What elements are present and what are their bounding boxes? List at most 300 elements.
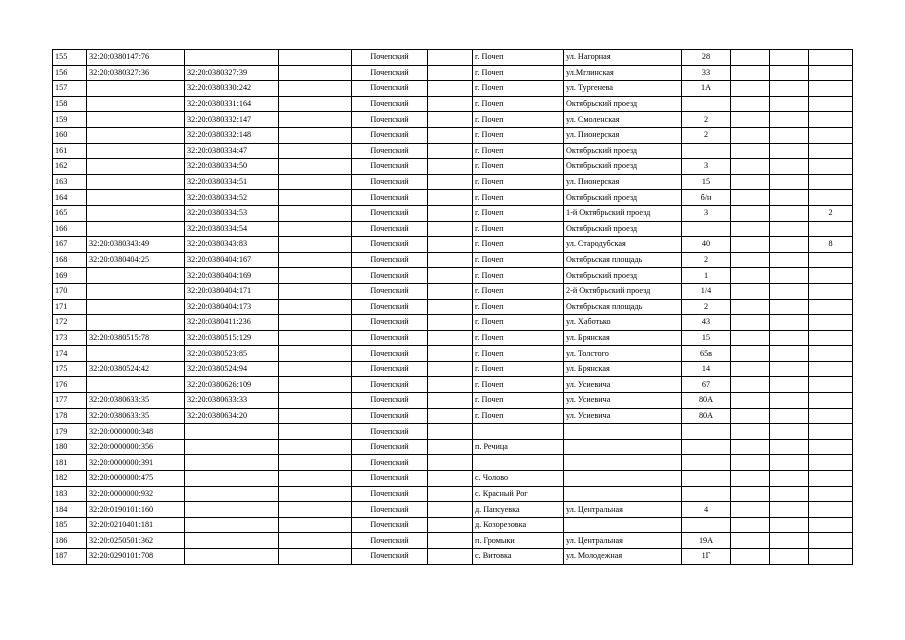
- cell-row-number: 169: [53, 268, 87, 284]
- table-row: [53, 96, 853, 112]
- cell-column-extra-2: [770, 190, 809, 206]
- cell-locality: г. Почеп: [473, 361, 564, 377]
- cell-locality: г. Почеп: [473, 81, 564, 97]
- cell-cadastral-number-new: 32:20:0380334:52: [185, 190, 279, 206]
- cell-district: Почепский: [352, 533, 428, 549]
- cell-street: ул. Брянская: [564, 361, 682, 377]
- cell-cadastral-number-old: 32:20:0000000:348: [87, 424, 185, 440]
- cell-column-empty: [279, 112, 352, 128]
- cell-district: Почепский: [352, 299, 428, 315]
- cell-cadastral-number-new: 32:20:0380332:148: [185, 127, 279, 143]
- cell-column-extra-3: [809, 502, 853, 518]
- cell-column-extra-3: 2: [809, 205, 853, 221]
- cell-district: Почепский: [352, 549, 428, 565]
- cell-column-extra-2: [770, 377, 809, 393]
- cell-district: Почепский: [352, 96, 428, 112]
- cell-cadastral-number-new: 32:20:0380633:33: [185, 393, 279, 409]
- cell-column-empty: [279, 408, 352, 424]
- cell-column-extra-2: [770, 268, 809, 284]
- cell-street: ул. Пионерская: [564, 127, 682, 143]
- cell-column-extra-2: [770, 96, 809, 112]
- cell-row-number: 155: [53, 50, 87, 66]
- cell-cadastral-number-new: 32:20:0380404:171: [185, 283, 279, 299]
- cell-column-empty-2: [428, 127, 473, 143]
- cell-district: Почепский: [352, 408, 428, 424]
- cell-row-number: 173: [53, 330, 87, 346]
- cell-column-empty: [279, 65, 352, 81]
- cell-column-extra-2: [770, 112, 809, 128]
- cell-column-empty: [279, 330, 352, 346]
- cell-locality: г. Почеп: [473, 237, 564, 253]
- cell-house-number: 1Г: [682, 549, 731, 565]
- cell-cadastral-number-old: [87, 283, 185, 299]
- cell-locality: г. Почеп: [473, 112, 564, 128]
- cell-house-number: [682, 455, 731, 471]
- table-row: [53, 252, 853, 268]
- cell-column-extra-2: [770, 549, 809, 565]
- cell-column-extra-3: [809, 268, 853, 284]
- cell-column-empty-2: [428, 143, 473, 159]
- cell-locality: г. Почеп: [473, 299, 564, 315]
- cell-column-empty: [279, 486, 352, 502]
- cell-column-extra-2: [770, 50, 809, 66]
- cell-street: ул. Усиевича: [564, 393, 682, 409]
- cell-district: Почепский: [352, 377, 428, 393]
- cell-house-number: 2: [682, 127, 731, 143]
- cell-cadastral-number-new: [185, 424, 279, 440]
- cell-column-empty-2: [428, 252, 473, 268]
- cell-column-empty: [279, 50, 352, 66]
- table-row: [53, 112, 853, 128]
- cell-district: Почепский: [352, 205, 428, 221]
- cell-column-empty: [279, 237, 352, 253]
- cell-column-extra-1: [731, 159, 770, 175]
- cell-locality: г. Почеп: [473, 252, 564, 268]
- cell-district: Почепский: [352, 486, 428, 502]
- table-row: [53, 330, 853, 346]
- table-row: [53, 81, 853, 97]
- cell-column-extra-2: [770, 81, 809, 97]
- cell-column-extra-3: [809, 283, 853, 299]
- cell-house-number: б/н: [682, 190, 731, 206]
- cell-street: ул. Брянская: [564, 330, 682, 346]
- cell-column-extra-3: [809, 112, 853, 128]
- cell-house-number: 2: [682, 112, 731, 128]
- cell-street: ул. Нагорная: [564, 50, 682, 66]
- cell-column-empty: [279, 517, 352, 533]
- cell-locality: г. Почеп: [473, 377, 564, 393]
- cell-cadastral-number-new: 32:20:0380404:169: [185, 268, 279, 284]
- cell-row-number: 170: [53, 283, 87, 299]
- cell-cadastral-number-new: 32:20:0380334:54: [185, 221, 279, 237]
- cell-locality: [473, 424, 564, 440]
- cell-column-extra-3: [809, 377, 853, 393]
- cell-column-extra-2: [770, 486, 809, 502]
- cell-cadastral-number-old: 32:20:0380633:35: [87, 393, 185, 409]
- cell-locality: п. Речица: [473, 439, 564, 455]
- cell-column-empty-2: [428, 159, 473, 175]
- cell-house-number: 15: [682, 330, 731, 346]
- cell-district: Почепский: [352, 127, 428, 143]
- cell-column-extra-1: [731, 533, 770, 549]
- cell-district: Почепский: [352, 517, 428, 533]
- cell-street: Октябрьский проезд: [564, 159, 682, 175]
- cell-row-number: 168: [53, 252, 87, 268]
- cell-cadastral-number-new: 32:20:0380334:51: [185, 174, 279, 190]
- cell-cadastral-number-new: 32:20:0380524:94: [185, 361, 279, 377]
- cell-column-extra-1: [731, 268, 770, 284]
- cell-column-extra-2: [770, 361, 809, 377]
- cell-cadastral-number-old: 32:20:0290101:708: [87, 549, 185, 565]
- cell-locality: г. Почеп: [473, 65, 564, 81]
- cell-column-extra-1: [731, 455, 770, 471]
- cell-house-number: 1А: [682, 81, 731, 97]
- cell-locality: г. Почеп: [473, 143, 564, 159]
- table-row: [53, 283, 853, 299]
- cell-column-extra-1: [731, 471, 770, 487]
- cell-street: ул.Мглинская: [564, 65, 682, 81]
- cell-row-number: 171: [53, 299, 87, 315]
- land-registry-table: [52, 49, 853, 565]
- cell-street: Октябрьский проезд: [564, 190, 682, 206]
- cell-cadastral-number-old: [87, 346, 185, 362]
- cell-street: ул. Хаботько: [564, 315, 682, 331]
- cell-column-extra-3: [809, 361, 853, 377]
- cell-cadastral-number-new: [185, 455, 279, 471]
- cell-district: Почепский: [352, 315, 428, 331]
- cell-column-empty-2: [428, 81, 473, 97]
- cell-cadastral-number-old: 32:20:0000000:475: [87, 471, 185, 487]
- cell-column-extra-2: [770, 455, 809, 471]
- cell-street: ул. Стародубская: [564, 237, 682, 253]
- cell-cadastral-number-new: [185, 486, 279, 502]
- cell-row-number: 182: [53, 471, 87, 487]
- cell-street: [564, 424, 682, 440]
- cell-column-empty-2: [428, 346, 473, 362]
- cell-street: Октябрьская площадь: [564, 299, 682, 315]
- cell-column-extra-1: [731, 361, 770, 377]
- table-row: [53, 424, 853, 440]
- cell-house-number: 15: [682, 174, 731, 190]
- cell-cadastral-number-old: [87, 377, 185, 393]
- cell-cadastral-number-old: [87, 221, 185, 237]
- cell-column-empty-2: [428, 517, 473, 533]
- cell-locality: д. Папсуевка: [473, 502, 564, 518]
- cell-column-extra-3: [809, 143, 853, 159]
- cell-column-empty: [279, 549, 352, 565]
- cell-locality: с. Чолово: [473, 471, 564, 487]
- cell-column-empty: [279, 283, 352, 299]
- cell-column-extra-1: [731, 221, 770, 237]
- cell-house-number: 80А: [682, 408, 731, 424]
- cell-street: [564, 471, 682, 487]
- cell-street: Октябрьский проезд: [564, 96, 682, 112]
- cell-district: Почепский: [352, 439, 428, 455]
- cell-column-empty: [279, 252, 352, 268]
- cell-locality: г. Почеп: [473, 127, 564, 143]
- cell-column-empty-2: [428, 268, 473, 284]
- cell-district: Почепский: [352, 159, 428, 175]
- cell-district: Почепский: [352, 65, 428, 81]
- cell-column-extra-2: [770, 159, 809, 175]
- table-row: [53, 408, 853, 424]
- cell-cadastral-number-old: 32:20:0380633:35: [87, 408, 185, 424]
- cell-column-extra-1: [731, 283, 770, 299]
- cell-cadastral-number-new: 32:20:0380343:83: [185, 237, 279, 253]
- cell-street: 2-й Октябрьский проезд: [564, 283, 682, 299]
- cell-column-extra-3: [809, 393, 853, 409]
- cell-house-number: 14: [682, 361, 731, 377]
- cell-row-number: 179: [53, 424, 87, 440]
- cell-row-number: 165: [53, 205, 87, 221]
- cell-cadastral-number-new: 32:20:0380634:20: [185, 408, 279, 424]
- cell-column-empty-2: [428, 408, 473, 424]
- cell-cadastral-number-new: [185, 549, 279, 565]
- table-row: [53, 377, 853, 393]
- cell-column-empty-2: [428, 205, 473, 221]
- cell-column-empty: [279, 221, 352, 237]
- cell-column-empty: [279, 205, 352, 221]
- cell-column-empty: [279, 471, 352, 487]
- cell-column-extra-1: [731, 517, 770, 533]
- cell-row-number: 161: [53, 143, 87, 159]
- cell-cadastral-number-new: 32:20:0380332:147: [185, 112, 279, 128]
- cell-row-number: 175: [53, 361, 87, 377]
- cell-column-extra-2: [770, 502, 809, 518]
- cell-house-number: [682, 439, 731, 455]
- cell-column-extra-1: [731, 112, 770, 128]
- cell-column-extra-1: [731, 393, 770, 409]
- cell-column-empty: [279, 190, 352, 206]
- cell-house-number: [682, 471, 731, 487]
- cell-column-extra-2: [770, 174, 809, 190]
- cell-column-empty: [279, 424, 352, 440]
- cell-district: Почепский: [352, 143, 428, 159]
- cell-cadastral-number-new: 32:20:0380334:50: [185, 159, 279, 175]
- cell-district: Почепский: [352, 268, 428, 284]
- cell-cadastral-number-old: 32:20:0210401:181: [87, 517, 185, 533]
- table-row: [53, 471, 853, 487]
- cell-cadastral-number-old: [87, 81, 185, 97]
- cell-row-number: 159: [53, 112, 87, 128]
- cell-district: Почепский: [352, 502, 428, 518]
- cell-row-number: 162: [53, 159, 87, 175]
- cell-cadastral-number-old: 32:20:0000000:356: [87, 439, 185, 455]
- cell-column-extra-3: [809, 486, 853, 502]
- cell-column-empty-2: [428, 96, 473, 112]
- cell-cadastral-number-old: 32:20:0380147:76: [87, 50, 185, 66]
- cell-cadastral-number-old: 32:20:0380343:49: [87, 237, 185, 253]
- table-row: [53, 346, 853, 362]
- cell-column-extra-2: [770, 143, 809, 159]
- cell-cadastral-number-old: [87, 299, 185, 315]
- cell-locality: г. Почеп: [473, 221, 564, 237]
- cell-column-extra-2: [770, 237, 809, 253]
- cell-locality: г. Почеп: [473, 96, 564, 112]
- cell-column-extra-3: [809, 346, 853, 362]
- cell-column-empty-2: [428, 174, 473, 190]
- cell-column-empty: [279, 346, 352, 362]
- cell-cadastral-number-new: 32:20:0380523:85: [185, 346, 279, 362]
- cell-cadastral-number-new: 32:20:0380404:173: [185, 299, 279, 315]
- cell-row-number: 174: [53, 346, 87, 362]
- cell-column-empty: [279, 439, 352, 455]
- cell-locality: г. Почеп: [473, 268, 564, 284]
- cell-column-extra-2: [770, 65, 809, 81]
- table-row: [53, 190, 853, 206]
- cell-column-extra-1: [731, 143, 770, 159]
- table-row: [53, 486, 853, 502]
- cell-row-number: 158: [53, 96, 87, 112]
- cell-cadastral-number-old: [87, 174, 185, 190]
- cell-street: Октябрьский проезд: [564, 143, 682, 159]
- cell-locality: п. Громыки: [473, 533, 564, 549]
- cell-column-extra-3: [809, 50, 853, 66]
- cell-column-extra-3: [809, 190, 853, 206]
- cell-locality: г. Почеп: [473, 190, 564, 206]
- cell-column-empty-2: [428, 439, 473, 455]
- table-row: [53, 361, 853, 377]
- cell-column-empty: [279, 393, 352, 409]
- cell-district: Почепский: [352, 424, 428, 440]
- cell-column-extra-3: [809, 315, 853, 331]
- cell-cadastral-number-new: [185, 50, 279, 66]
- cell-house-number: [682, 424, 731, 440]
- cell-column-extra-2: [770, 205, 809, 221]
- cell-row-number: 186: [53, 533, 87, 549]
- cell-column-extra-3: [809, 549, 853, 565]
- cell-column-empty-2: [428, 283, 473, 299]
- cell-cadastral-number-old: 32:20:0190101:160: [87, 502, 185, 518]
- table-row: [53, 159, 853, 175]
- cell-house-number: 80А: [682, 393, 731, 409]
- cell-column-extra-2: [770, 424, 809, 440]
- table-row: [53, 502, 853, 518]
- cell-district: Почепский: [352, 455, 428, 471]
- cell-house-number: [682, 517, 731, 533]
- cell-row-number: 180: [53, 439, 87, 455]
- table-row: [53, 533, 853, 549]
- cell-street: ул. Молодежная: [564, 549, 682, 565]
- cell-district: Почепский: [352, 283, 428, 299]
- cell-district: Почепский: [352, 221, 428, 237]
- cell-house-number: 43: [682, 315, 731, 331]
- cell-column-empty: [279, 361, 352, 377]
- cell-street: Октябрьский проезд: [564, 221, 682, 237]
- cell-street: Октябрьская площадь: [564, 252, 682, 268]
- cell-column-empty-2: [428, 549, 473, 565]
- cell-cadastral-number-old: 32:20:0000000:391: [87, 455, 185, 471]
- cell-column-extra-1: [731, 439, 770, 455]
- cell-column-extra-1: [731, 252, 770, 268]
- cell-row-number: 163: [53, 174, 87, 190]
- cell-column-extra-3: [809, 330, 853, 346]
- cell-column-empty-2: [428, 237, 473, 253]
- table-row: [53, 299, 853, 315]
- cell-row-number: 184: [53, 502, 87, 518]
- cell-column-extra-1: [731, 346, 770, 362]
- cell-cadastral-number-new: [185, 533, 279, 549]
- cell-cadastral-number-new: 32:20:0380626:109: [185, 377, 279, 393]
- cell-cadastral-number-old: 32:20:0380327:36: [87, 65, 185, 81]
- cell-column-empty: [279, 143, 352, 159]
- cell-column-extra-2: [770, 299, 809, 315]
- cell-column-extra-1: [731, 315, 770, 331]
- table-row: [53, 205, 853, 221]
- cell-row-number: 172: [53, 315, 87, 331]
- cell-column-empty-2: [428, 112, 473, 128]
- cell-column-empty-2: [428, 190, 473, 206]
- cell-house-number: [682, 96, 731, 112]
- cell-column-extra-1: [731, 205, 770, 221]
- cell-district: Почепский: [352, 346, 428, 362]
- cell-district: Почепский: [352, 50, 428, 66]
- cell-locality: г. Почеп: [473, 50, 564, 66]
- cell-column-extra-2: [770, 346, 809, 362]
- cell-street: ул. Тургенева: [564, 81, 682, 97]
- cell-row-number: 177: [53, 393, 87, 409]
- cell-cadastral-number-old: 32:20:0250501:362: [87, 533, 185, 549]
- cell-cadastral-number-new: 32:20:0380334:47: [185, 143, 279, 159]
- cell-column-extra-2: [770, 330, 809, 346]
- cell-locality: с. Красный Рог: [473, 486, 564, 502]
- cell-column-extra-3: [809, 65, 853, 81]
- cell-column-extra-2: [770, 439, 809, 455]
- cell-street: [564, 486, 682, 502]
- cell-column-extra-2: [770, 517, 809, 533]
- table-row: [53, 127, 853, 143]
- cell-column-empty: [279, 96, 352, 112]
- cell-cadastral-number-new: [185, 502, 279, 518]
- cell-cadastral-number-new: 32:20:0380404:167: [185, 252, 279, 268]
- cell-column-extra-2: [770, 283, 809, 299]
- cell-district: Почепский: [352, 471, 428, 487]
- cell-district: Почепский: [352, 361, 428, 377]
- cell-column-empty-2: [428, 299, 473, 315]
- cell-column-extra-3: [809, 299, 853, 315]
- cell-column-extra-3: [809, 471, 853, 487]
- cell-row-number: 157: [53, 81, 87, 97]
- cell-column-empty-2: [428, 315, 473, 331]
- cell-cadastral-number-new: [185, 471, 279, 487]
- cell-column-extra-1: [731, 50, 770, 66]
- cell-locality: г. Почеп: [473, 174, 564, 190]
- cell-house-number: 3: [682, 205, 731, 221]
- cell-street: 1-й Октябрьский проезд: [564, 205, 682, 221]
- cell-column-empty: [279, 159, 352, 175]
- table-row: [53, 65, 853, 81]
- cell-house-number: 28: [682, 50, 731, 66]
- cell-cadastral-number-old: 32:20:0000000:932: [87, 486, 185, 502]
- cell-row-number: 176: [53, 377, 87, 393]
- cell-district: Почепский: [352, 81, 428, 97]
- cell-column-empty-2: [428, 486, 473, 502]
- cell-column-extra-1: [731, 330, 770, 346]
- cell-house-number: 1/4: [682, 283, 731, 299]
- cell-house-number: 2: [682, 252, 731, 268]
- cell-row-number: 181: [53, 455, 87, 471]
- cell-column-extra-1: [731, 502, 770, 518]
- cell-district: Почепский: [352, 393, 428, 409]
- table-row: [53, 268, 853, 284]
- cell-street: [564, 455, 682, 471]
- cell-column-extra-1: [731, 96, 770, 112]
- cell-house-number: 19А: [682, 533, 731, 549]
- cell-cadastral-number-old: 32:20:0380515:78: [87, 330, 185, 346]
- cell-street: ул. Толстого: [564, 346, 682, 362]
- cell-street: ул. Центральная: [564, 533, 682, 549]
- cell-cadastral-number-old: [87, 96, 185, 112]
